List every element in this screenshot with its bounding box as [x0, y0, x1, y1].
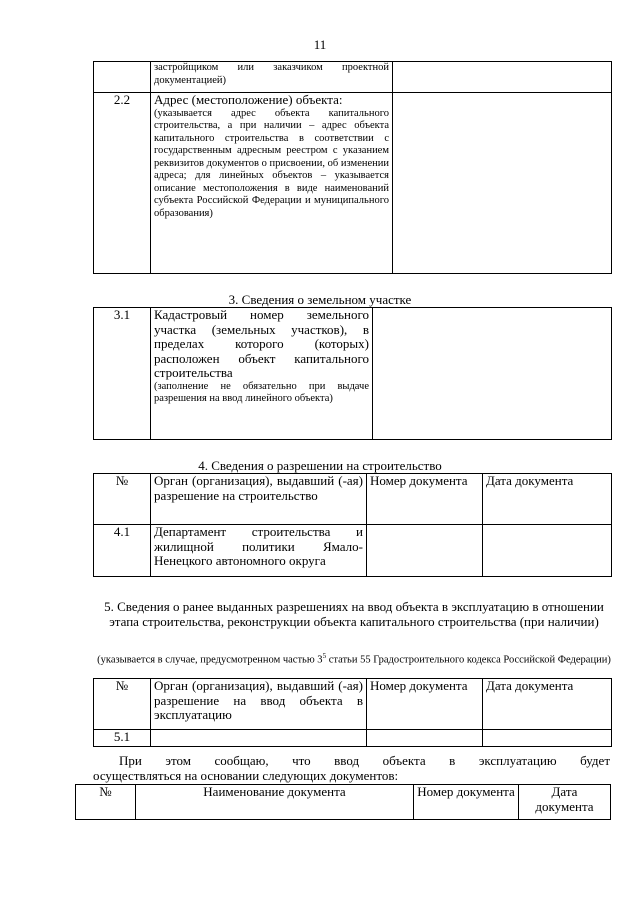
page-number: 11 [313, 37, 327, 52]
header-doc-date: Дата документа [519, 785, 611, 820]
basis-paragraph [93, 753, 610, 783]
header-doc-date: Дата документа [483, 679, 612, 730]
row-org: Департамент строительства и жилищной политики Ямало-Ненецкого автономного округа [151, 525, 367, 577]
row-number: 4.1 [94, 525, 151, 577]
row-number [94, 62, 151, 93]
row-doc-date[interactable] [483, 525, 612, 577]
row-label [151, 93, 393, 274]
row-label [151, 308, 373, 440]
header-doc-number: Номер документа [367, 679, 483, 730]
paragraph-line-2: осуществляться на основании следующих документов: [93, 768, 399, 783]
section-5-note: (указывается в случае, предусмотренном частью $3^5$ статьи 55 Градостроительного кодекса Российской Федерации) [97, 652, 611, 666]
header-doc-name: Наименование документа [136, 785, 414, 820]
header-doc-number: Номер документа [414, 785, 519, 820]
header-doc-number: Номер документа [367, 474, 483, 525]
cadastral-note: (заполнение не обязательно при выдаче разрешения на ввод линейного объекта) [154, 380, 369, 404]
table-header-row [76, 785, 611, 820]
row-label: застройщиком или заказчиком проектной документацией) [151, 62, 393, 93]
header-org: Орган (организация), выдавший (-ая) разрешение на ввод объекта в эксплуатацию [151, 679, 367, 730]
section-3-title: 3. Сведения о земельном участке [228, 292, 412, 307]
table-row [94, 730, 612, 747]
row-number: 5.1 [94, 730, 151, 747]
table-header-row [94, 474, 612, 525]
cadastral-label: Кадастровый номер земельного участка (земельных участков), в пределах которого (которых) расположен объект капитального строительства [154, 307, 369, 380]
building-permit-table [93, 473, 612, 577]
row-doc-number[interactable] [367, 525, 483, 577]
section-5-title: 5. Сведения о ранее выданных разрешениях на ввод объекта в эксплуатацию в отношении этапа строительства, реконструкции объекта капитального строительства (при наличии) [104, 599, 604, 629]
table-row [94, 308, 612, 440]
table-header-row [94, 679, 612, 730]
land-plot-table [93, 307, 612, 440]
row-value[interactable] [393, 93, 612, 274]
table-row [94, 62, 612, 93]
table-row [94, 525, 612, 577]
header-num: № [94, 474, 151, 525]
header-doc-date: Дата документа [483, 474, 612, 525]
address-label: Адрес (местоположение) объекта: [154, 92, 343, 107]
previous-permits-table [93, 678, 612, 747]
row-value[interactable] [393, 62, 612, 93]
header-org: Орган (организация), выдавший (-ая) разрешение на строительство [151, 474, 367, 525]
address-note: (указывается адрес объекта капитального строительства, а при наличии – адрес объекта капитального строительства в соответствии с государственным адресным реестром с указанием реквизитов документов о присвоении, об изменении адреса; для линейных объектов – указывается описание местоположения в виде наименований субъекта Российской Федерации и муниципального образования) [154, 107, 389, 219]
row-number: 3.1 [94, 308, 151, 440]
row-doc-number[interactable] [367, 730, 483, 747]
header-num: № [94, 679, 151, 730]
table-row [94, 93, 612, 274]
row-number: 2.2 [94, 93, 151, 274]
documents-table [75, 784, 611, 820]
object-info-table [93, 61, 612, 274]
row-doc-date[interactable] [483, 730, 612, 747]
row-value[interactable] [373, 308, 612, 440]
section-4-title: 4. Сведения о разрешении на строительство [198, 458, 442, 473]
row-org[interactable] [151, 730, 367, 747]
paragraph-line-1: При этом сообщаю, что ввод объекта в эксплуатацию будет [119, 753, 610, 768]
header-num: № [76, 785, 136, 820]
